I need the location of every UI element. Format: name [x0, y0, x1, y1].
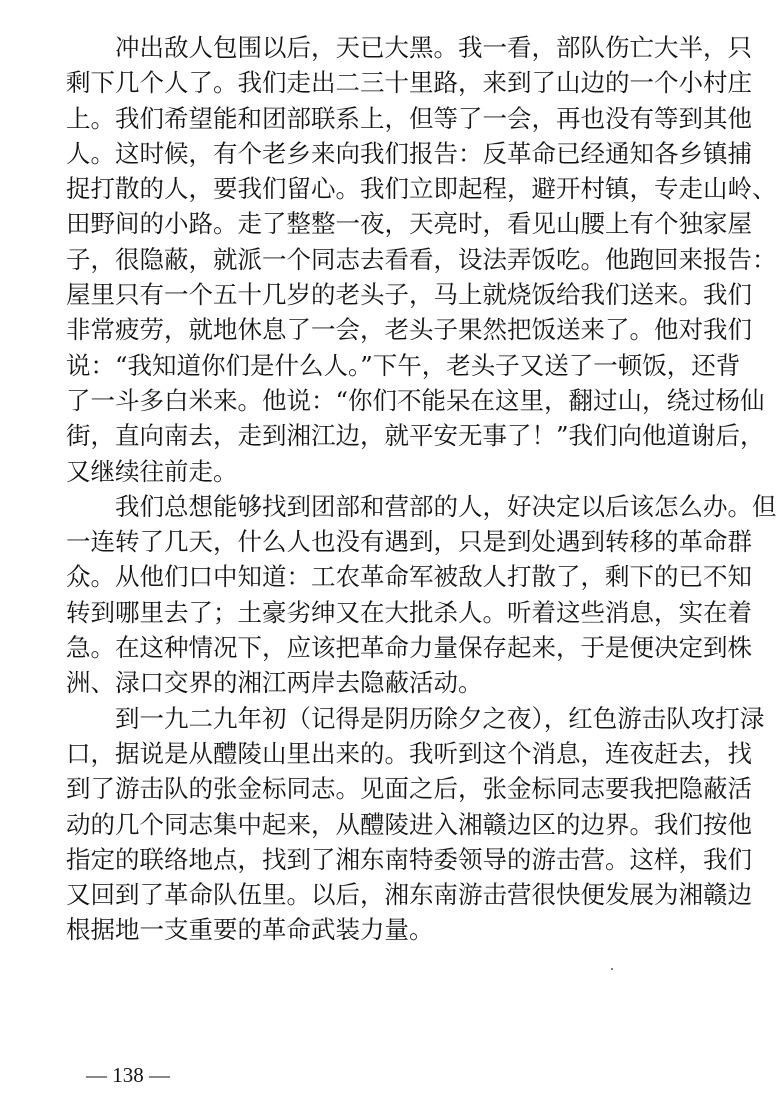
text-line: 指定的联络地点，找到了湘东南特委领导的游击营。这样，我们 — [66, 844, 752, 874]
text-line: 我们总想能够找到团部和营部的人，好决定以后该怎么办。但 — [115, 491, 777, 521]
text-line: 到了游击队的张金标同志。见面之后，张金标同志要我把隐蔽活 — [66, 774, 752, 804]
text-line: 上。我们希望能和团部联系上，但等了一会，再也没有等到其他 — [66, 103, 752, 133]
text-line: 众。从他们口中知道：工农革命军被敌人打散了，剩下的已不知 — [66, 562, 752, 592]
text-line: 动的几个同志集中起来，从醴陵进入湘赣边区的边界。我们按他 — [66, 809, 752, 839]
text-line: 到一九二九年初（记得是阴历除夕之夜），红色游击队攻打渌 — [115, 703, 765, 733]
text-line: 人。这时候，有个老乡来向我们报告：反革命已经通知各乡镇捕 — [66, 138, 752, 168]
scan-speck — [611, 968, 613, 970]
text-line: 洲、渌口交界的湘江两岸去隐蔽活动。 — [66, 668, 483, 698]
text-line: 剩下几个人了。我们走出二三十里路，来到了山边的一个小村庄 — [66, 68, 752, 98]
text-line: 屋里只有一个五十几岁的老头子，马上就烧饭给我们送来。我们 — [66, 280, 752, 310]
text-line: 街，直向南去，走到湘江边，就平安无事了！”我们向他道谢后， — [66, 421, 765, 451]
text-line: 转到哪里去了；土豪劣绅又在大批杀人。听着这些消息，实在着 — [66, 597, 752, 627]
text-line: 一连转了几天，什么人也没有遇到，只是到处遇到转移的革命群 — [66, 527, 752, 557]
text-line: 田野间的小路。走了整整一夜，天亮时，看见山腰上有个独家屋 — [66, 209, 752, 239]
text-line: 说：“我知道你们是什么人。”下午，老头子又送了一顿饭，还背 — [66, 350, 741, 380]
page-number: — 138 — — [86, 1063, 170, 1087]
text-line: 了一斗多白米来。他说：“你们不能呆在这里，翻过山，绕过杨仙 — [66, 385, 765, 415]
text-line: 急。在这种情况下，应该把革命力量保存起来，于是便决定到株 — [66, 633, 752, 663]
text-line: 捉打散的人，要我们留心。我们立即起程，避开村镇，专走山岭、 — [66, 174, 777, 204]
text-line: 又回到了革命队伍里。以后，湘东南游击营很快便发展为湘赣边 — [66, 880, 752, 910]
text-line: 子，很隐蔽，就派一个同志去看看，设法弄饭吃。他跑回来报告： — [66, 244, 777, 274]
paragraph-1 — [66, 30, 777, 489]
text-line: 非常疲劳，就地休息了一会，老头子果然把饭送来了。他对我们 — [66, 315, 752, 345]
body-text — [66, 30, 777, 948]
text-line: 又继续往前走。 — [66, 456, 238, 486]
paragraph-3 — [66, 701, 765, 948]
text-line: 口，据说是从醴陵山里出来的。我听到这个消息，连夜赶去，找 — [66, 738, 752, 768]
text-line: 冲出敌人包围以后，天已大黑。我一看，部队伤亡大半，只 — [115, 33, 752, 62]
text-line: 根据地一支重要的革命武装力量。 — [66, 915, 434, 945]
paragraph-2 — [66, 489, 777, 701]
